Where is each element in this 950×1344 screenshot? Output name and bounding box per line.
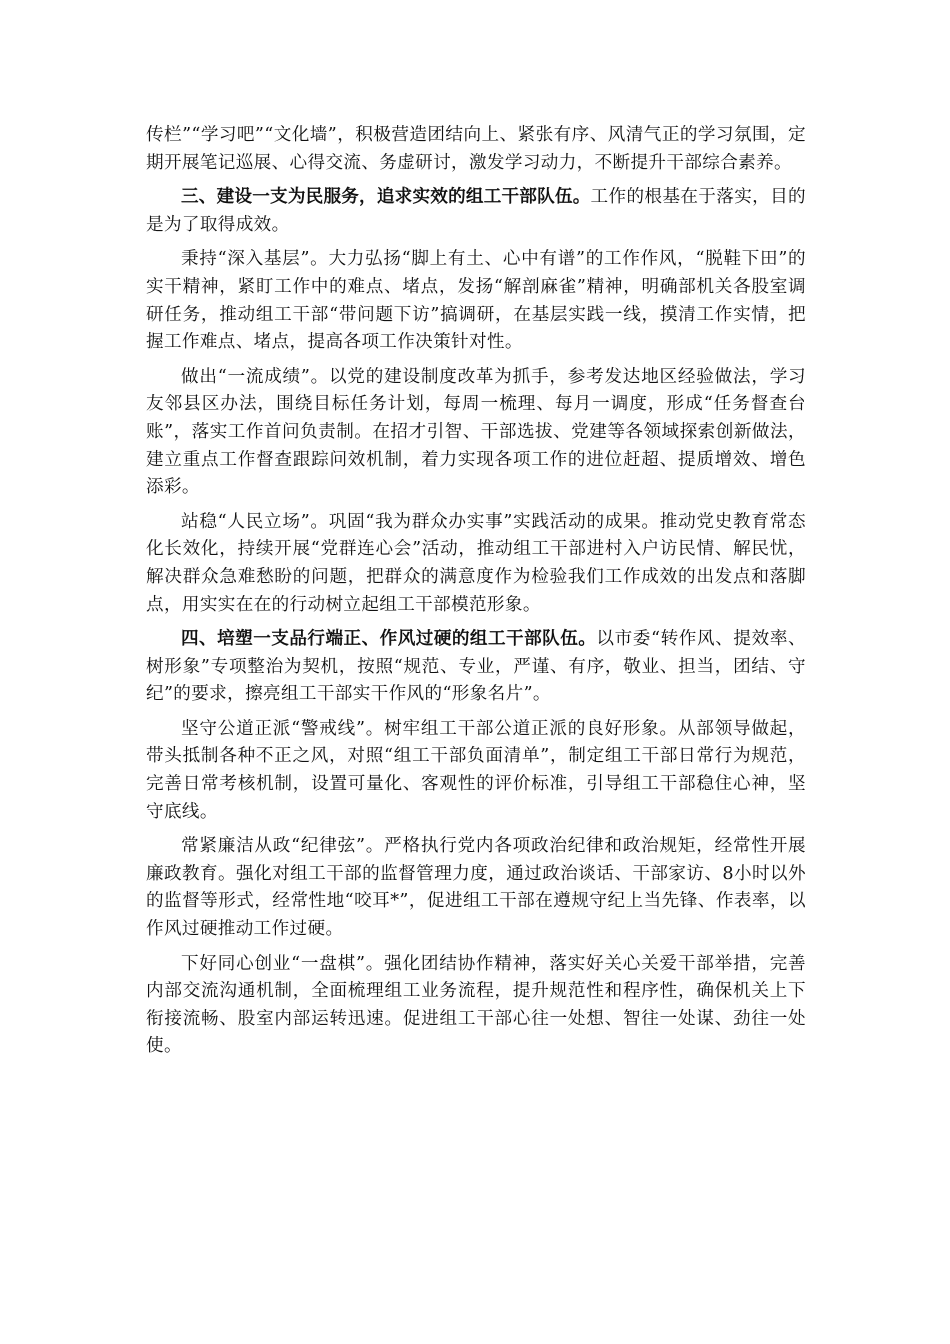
section-3-paragraph [146,184,806,239]
paragraph-one-game-text: 下好同心创业“一盘棋”。强化团结协作精神，落实好关心关爱干部举措，完善内部交流沟通机制，全面梳理组工业务流程，提升规范性和程序性，确保机关上下衔接流畅、股室内部运转迅速。促进组工干部心往一处想、智往一处谋、劲往一处使。 [146,953,806,1057]
document-page [146,122,806,1068]
section-4-heading: 四、培塑一支品行端正、作风过硬的组工干部队伍。 [181,629,597,650]
section-4-paragraph [146,626,806,709]
paragraph-first-class-results-text: 做出“一流成绩”。以党的建设制度改革为抓手，参考发达地区经验做法，学习友邻县区办法，围绕目标任务计划，每周一梳理、每月一调度，形成“任务督查台账”，落实工作首问负责制。在招才引智、干部选拔、党建等各领域探索创新做法，建立重点工作督查跟踪问效机制，着力实现各项工作的进位赶超、提质增效、增色添彩。 [146,366,806,498]
section-3-text: 工作的根基在于落实，目的是为了取得成效。 [146,187,807,235]
paragraph-one-game [146,951,806,1061]
paragraph-grassroots [146,246,806,356]
paragraph-1 [146,122,806,177]
section-4-text: 以市委“转作风、提效率、树形象”专项整治为契机，按照“规范、专业，严谨、有序，敬业、担当，团结、守纪”的要求，擦亮组工干部实干作风的“形象名片”。 [146,629,806,705]
paragraph-warning-line [146,716,806,826]
paragraph-people-stance-text: 站稳“人民立场”。巩固“我为群众办实事”实践活动的成果。推动党史教育常态化长效化，持续开展“党群连心会”活动，推动组工干部进村入户访民情、解民忧，解决群众急难愁盼的问题，把群众的满意度作为检验我们工作成效的出发点和落脚点，用实实在在的行动树立起组工干部模范形象。 [146,511,806,615]
paragraph-warning-line-text: 坚守公道正派“警戒线”。树牢组工干部公道正派的良好形象。从部领导做起，带头抵制各种不正之风，对照“组工干部负面清单”，制定组工干部日常行为规范，完善日常考核机制，设置可量化、客观性的评价标准，引导组工干部稳住心神，坚守底线。 [146,718,806,822]
paragraph-grassroots-text: 秉持“深入基层”。大力弘扬“脚上有土、心中有谱”的工作作风，“脱鞋下田”的实干精神，紧盯工作中的难点、堵点，发扬“解剖麻雀”精神，明确部机关各股室调研任务，推动组工干部“带问题下访”搞调研，在基层实践一线，摸清工作实情，把握工作难点、堵点，提高各项工作决策针对性。 [146,249,806,353]
paragraph-discipline-string [146,833,806,943]
paragraph-people-stance [146,509,806,619]
section-3-heading: 三、建设一支为民服务，追求实效的组工干部队伍。 [181,187,591,208]
paragraph-first-class-results [146,364,806,502]
paragraph-discipline-string-text: 常紧廉洁从政“纪律弦”。严格执行党内各项政治纪律和政治规矩，经常性开展廉政教育。强化对组工干部的监督管理力度，通过政治谈话、干部家访、8小时以外的监督等形式，经常性地“咬耳*”，促进组工干部在遵规守纪上当先锋、作表率，以作风过硬推动工作过硬。 [146,836,806,940]
paragraph-1-text: 传栏”“学习吧”“文化墙”，积极营造团结向上、紧张有序、风清气正的学习氛围，定期开展笔记巡展、心得交流、务虚研讨，激发学习动力，不断提升干部综合素养。 [146,125,806,173]
